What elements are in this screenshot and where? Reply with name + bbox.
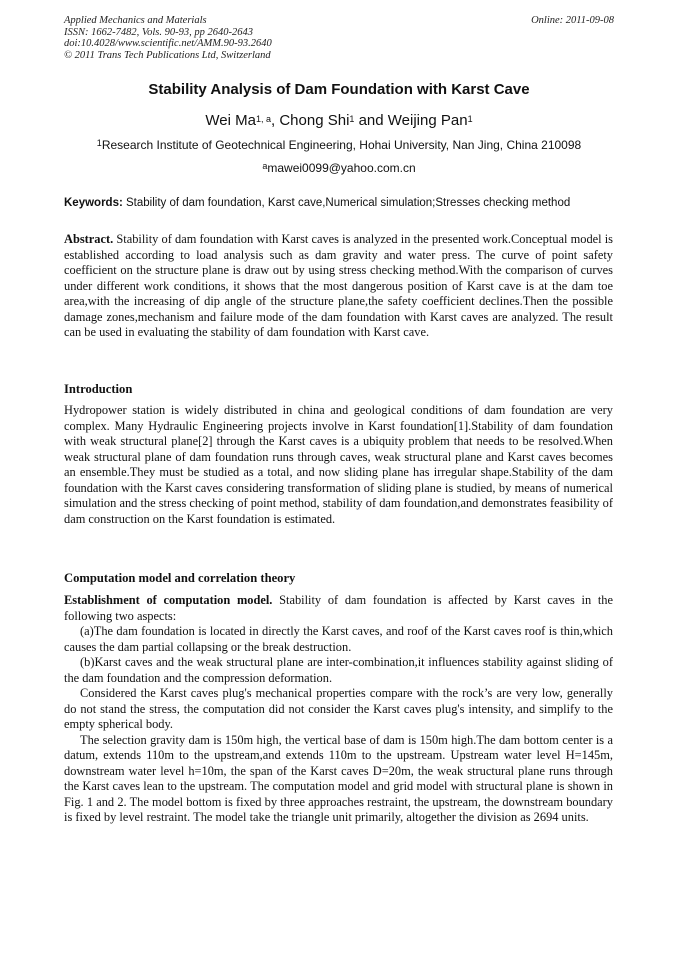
computation-subheading: Establishment of computation model. <box>64 593 273 607</box>
author-superscript: 1 <box>467 114 473 124</box>
affiliation <box>0 137 678 153</box>
journal-name: Applied Mechanics and Materials <box>64 15 207 26</box>
email-text: mawei0099@yahoo.com.cn <box>267 161 416 175</box>
author-name: Wei Ma <box>205 112 256 129</box>
doi-line: doi:10.4028/www.scientific.net/AMM.90-93.2640 <box>64 38 272 49</box>
copyright-line: © 2011 Trans Tech Publications Ltd, Switzerland <box>64 49 271 61</box>
keywords-text: Stability of dam foundation, Karst cave,Numerical simulation;Stresses checking method <box>122 197 571 209</box>
computation-paragraph: (a)The dam foundation is located in directly the Karst caves, and roof of the Karst caves roof is thin,which causes the dam partial collapsing or the break destruction. <box>64 624 613 654</box>
computation-paragraph: (b)Karst caves and the weak structural plane are inter-combination,it influences stability against sliding of the dam foundation and the compression deformation. <box>64 655 613 685</box>
computation-body <box>64 593 613 826</box>
abstract <box>64 232 613 341</box>
computation-paragraph: Considered the Karst caves plug's mechanical properties compare with the rock’s are very low, generally do not stand the stress, the computation did not consider the Karst caves plug's intensity, and simplify to the empty spherical body. <box>64 686 613 731</box>
online-date: Online: 2011-09-08 <box>531 15 614 26</box>
introduction-paragraph: Hydropower station is widely distributed in china and geological conditions of dam foundation are very complex. Many Hydraulic Engineering projects involve in Karst foundation[1].Stability of dam foundation with weak structural plane[2] through the Karst caves is a ubiquity problem that needs to be resolved.When weak structural plane of dam foundation runs through caves, weak structural plane and Karst caves becomes an ensemble.They must be studied as a total, and now sliding plane has irregular shape.Stability of the dam foundation with the Karst caves considering transformation of sliding plane is studied, by means of numerical simulation and the stress checking of point method, stability of dam foundation,and demonstrates feasibility of dam construction on the Karst foundation is estimated. <box>64 403 613 526</box>
paper-title: Stability Analysis of Dam Foundation with Karst Cave <box>148 81 530 98</box>
affiliation-superscript: 1 <box>96 138 102 148</box>
author-list <box>0 111 678 131</box>
author-email <box>0 160 678 176</box>
affiliation-text: Research Institute of Geotechnical Engineering, Hohai University, Nan Jing, China 210098 <box>101 138 582 152</box>
keywords-label: Keywords: <box>64 197 123 209</box>
author-name: and Weijing Pan <box>354 112 468 129</box>
computation-heading: Computation model and correlation theory <box>64 571 296 585</box>
computation-paragraph: The selection gravity dam is 150m high, the vertical base of dam is 150m high.The dam bottom center is a datum, extends 110m to the upstream,and extends 110m to the upstream. Upstream water level H=145m, downstream water level h=10m, the span of the Karst caves D=20m, the weak structural plane runs through the Karst caves lean to the upstream. The computation model and grid model with structural plane is shown in Fig. 1 and 2. The model bottom is fixed by three approaches restraint, the upstream, the downstream boundary is fixed by level restraint. The model take the triangle unit primarily, altogether the division as 2694 units. <box>64 732 613 824</box>
keywords <box>64 195 616 211</box>
computation-paragraph: Stability of dam foundation is affected by Karst caves in the following two aspects: <box>64 593 614 623</box>
abstract-label: Abstract. <box>64 232 114 246</box>
author-superscript: 1, a <box>256 114 272 124</box>
email-superscript: a <box>262 161 268 171</box>
author-superscript: 1 <box>349 114 355 124</box>
abstract-text: Stability of dam foundation with Karst caves is analyzed in the presented work.Conceptual model is established according to load analysis such as dam gravity and water press. The curve of point safety coefficient on the structure plane is draw out by using stress checking method.With the comparison of curves under different work conditions, it shows that the most dangerous position of Karst cave is at the dam toe area,with the increasing of dip angle of the structure plane,the safety coefficient declines.Then the possible damage zones,mechanism and failure mode of the dam foundation with Karst caves are analyzed. The result can be used in evaluating the stability of dam foundation with Karst cave. <box>64 232 613 339</box>
journal-metadata <box>64 15 272 61</box>
author-name: , Chong Shi <box>271 112 350 129</box>
introduction-heading: Introduction <box>64 382 133 396</box>
issn-line: ISSN: 1662-7482, Vols. 90-93, pp 2640-2643 <box>64 26 253 38</box>
introduction-body <box>64 403 613 527</box>
